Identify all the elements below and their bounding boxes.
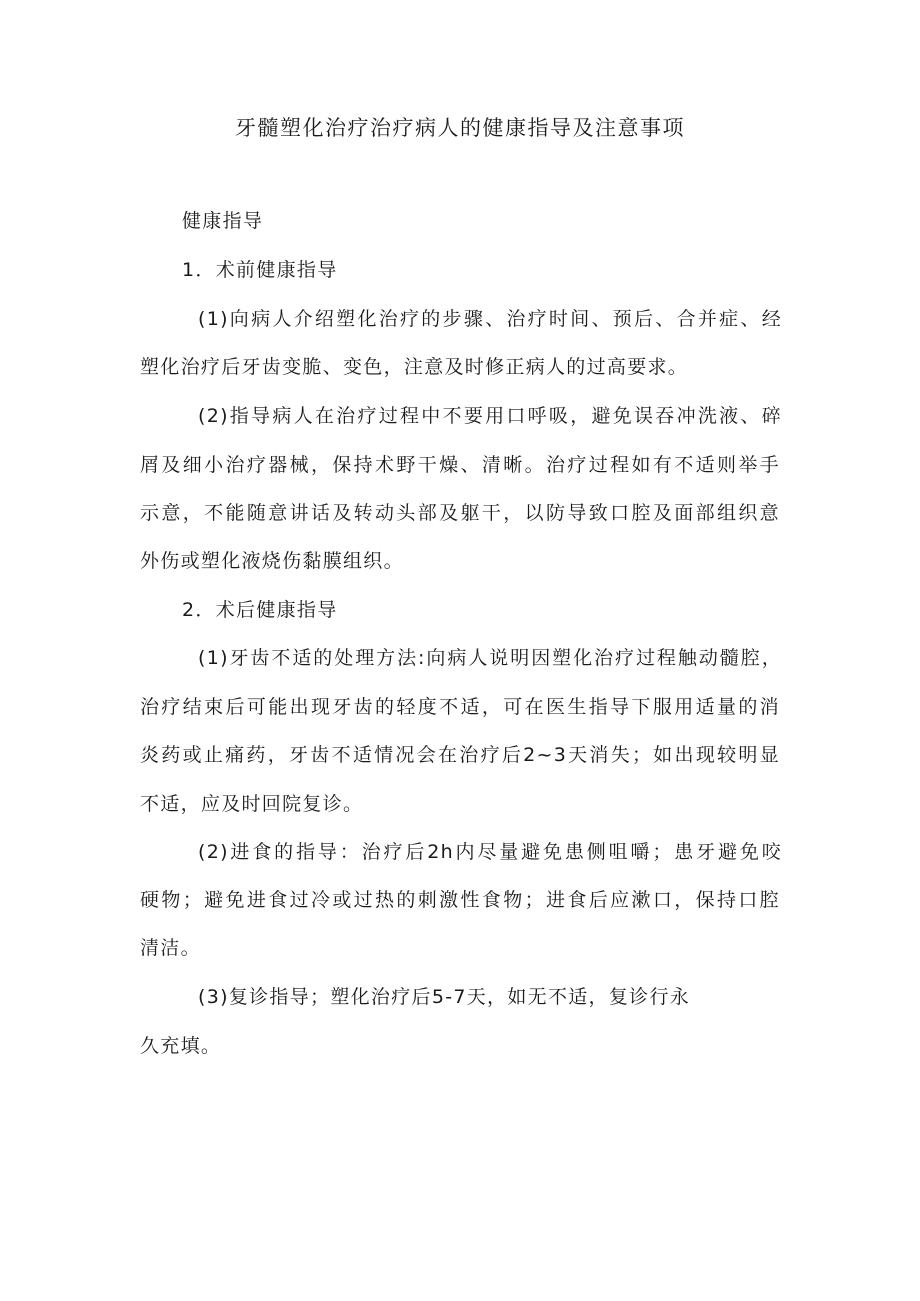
document-title: 牙髓塑化治疗治疗病人的健康指导及注意事项 xyxy=(235,116,685,140)
post-op-item2-line1: (2)进食的指导：治疗后2h内尽量避免患侧咀嚼；患牙避免咬 xyxy=(198,841,782,863)
pre-op-heading: 1．术前健康指导 xyxy=(182,259,338,281)
post-op-item2-line2: 硬物；避免进食过冷或过热的刺激性食物；进食后应漱口，保持口腔 xyxy=(140,889,780,911)
post-op-item1-line3: 炎药或止痛药，牙齿不适情况会在治疗后2~3天消失；如出现较明显 xyxy=(140,744,780,766)
post-op-item3-line2: 久充填。 xyxy=(140,1035,222,1057)
pre-op-item2-line1: (2)指导病人在治疗过程中不要用口呼吸，避免误吞冲洗液、碎 xyxy=(198,405,782,427)
post-op-heading: 2．术后健康指导 xyxy=(182,599,338,621)
pre-op-item1-line2: 塑化治疗后牙齿变脆、变色，注意及时修正病人的过高要求。 xyxy=(140,356,689,378)
post-op-item1-line1: (1)牙齿不适的处理方法:向病人说明因塑化治疗过程触动髓腔， xyxy=(198,647,782,669)
pre-op-item1-line1: (1)向病人介绍塑化治疗的步骤、治疗时间、预后、合并症、经 xyxy=(198,308,782,330)
post-op-item3-line1: (3)复诊指导；塑化治疗后5-7天，如无不适，复诊行永 xyxy=(198,986,691,1008)
pre-op-item2-line2: 屑及细小治疗器械，保持术野干燥、清晰。治疗过程如有不适则举手 xyxy=(140,454,780,476)
section-heading: 健康指导 xyxy=(182,210,264,232)
post-op-item1-line4: 不适，应及时回院复诊。 xyxy=(140,793,364,815)
pre-op-item2-line4: 外伤或塑化液烧伤黏膜组织。 xyxy=(140,550,404,572)
post-op-item1-line2: 治疗结束后可能出现牙齿的轻度不适，可在医生指导下服用适量的消 xyxy=(140,696,780,718)
pre-op-item2-line3: 示意，不能随意讲话及转动头部及躯干，以防导致口腔及面部组织意 xyxy=(140,502,780,524)
post-op-item2-line3: 清洁。 xyxy=(140,937,201,959)
